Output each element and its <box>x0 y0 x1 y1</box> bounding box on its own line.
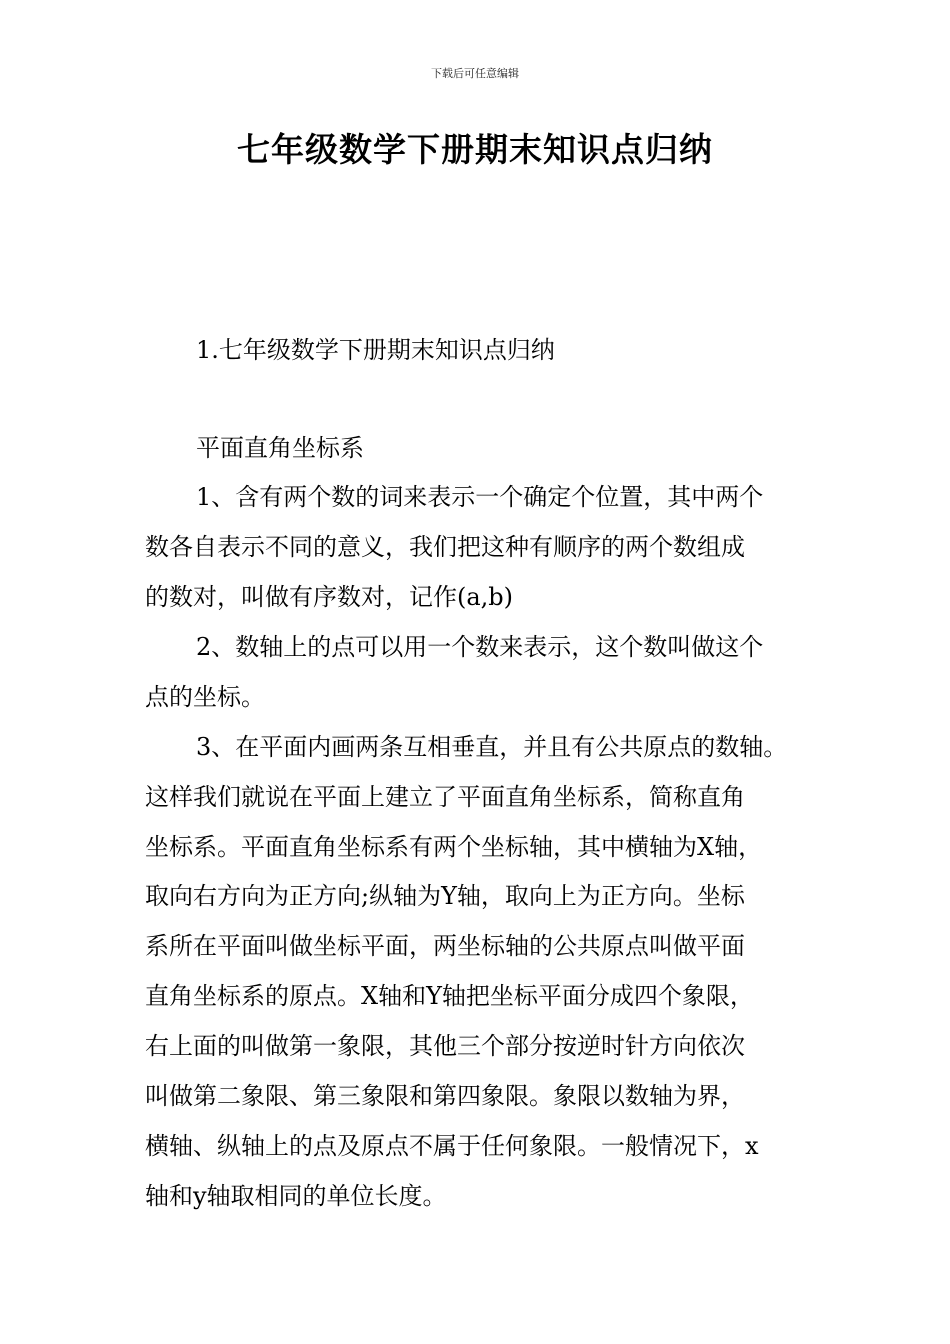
paragraph-line: 坐标系。平面直角坐标系有两个坐标轴，其中横轴为X轴， <box>145 833 763 861</box>
paragraph-line: 2、数轴上的点可以用一个数来表示，这个数叫做这个 <box>196 633 764 661</box>
page-title: 七年级数学下册期末知识点归纳 <box>237 130 713 169</box>
subheading: 平面直角坐标系 <box>196 434 364 462</box>
paragraph-line: 轴和y轴取相同的单位长度。 <box>145 1182 447 1210</box>
paragraph-line: 取向右方向为正方向;纵轴为Y轴，取向上为正方向。坐标 <box>145 882 745 910</box>
paragraph-line: 点的坐标。 <box>145 683 265 711</box>
paragraph-line: 3、在平面内画两条互相垂直，并且有公共原点的数轴。 <box>196 733 788 761</box>
paragraph-line: 右上面的叫做第一象限，其他三个部分按逆时针方向依次 <box>145 1032 745 1060</box>
section-heading: 1.七年级数学下册期末知识点归纳 <box>196 336 555 364</box>
paragraph-line: 直角坐标系的原点。X轴和Y轴把坐标平面分成四个象限， <box>145 982 754 1010</box>
paragraph-line: 系所在平面叫做坐标平面，两坐标轴的公共原点叫做平面 <box>145 932 745 960</box>
paragraph-line: 1、含有两个数的词来表示一个确定个位置，其中两个 <box>196 483 764 511</box>
paragraph-line: 的数对，叫做有序数对，记作(a,b) <box>145 583 514 611</box>
paragraph-line: 横轴、纵轴上的点及原点不属于任何象限。一般情况下，x <box>145 1132 759 1160</box>
paragraph-line: 叫做第二象限、第三象限和第四象限。象限以数轴为界， <box>145 1082 745 1110</box>
paragraph-line: 这样我们就说在平面上建立了平面直角坐标系，简称直角 <box>145 783 745 811</box>
paragraph-line: 数各自表示不同的意义，我们把这种有顺序的两个数组成 <box>145 533 745 561</box>
header-note: 下载后可任意编辑 <box>431 67 519 80</box>
